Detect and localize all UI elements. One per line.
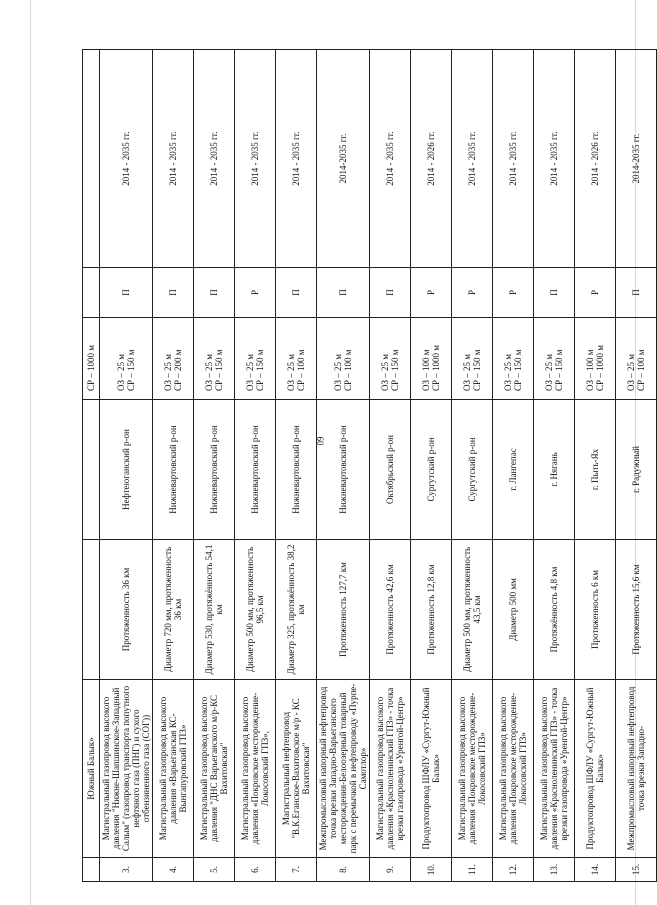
cell-status: П bbox=[153, 268, 194, 318]
cell-num: 15. bbox=[616, 858, 657, 882]
cell-characteristics bbox=[83, 540, 100, 680]
zone-sanitary: СР – 100 м bbox=[343, 349, 353, 391]
table-row bbox=[452, 50, 493, 882]
cell-characteristics: Протяженность 127,7 км bbox=[317, 540, 370, 680]
cell-status: Р bbox=[411, 268, 452, 318]
cell-name: Магистральный газопровод высокого давления «Покровское месторождение-Локосовский ГПЗ» bbox=[493, 680, 534, 858]
zone-protection: ОЗ – 25 м bbox=[626, 354, 636, 391]
table-row bbox=[153, 50, 194, 882]
cell-characteristics: Диаметр 500 мм bbox=[493, 540, 534, 680]
cell-location: Октябрьский р-он bbox=[370, 400, 411, 540]
zone-sanitary: СР – 150 м bbox=[472, 349, 482, 391]
cell-location: Сургутский р-он bbox=[411, 400, 452, 540]
cell-term: 2014-2035 гг. bbox=[317, 50, 370, 268]
cell-characteristics: Протяженность 42,6 км bbox=[370, 540, 411, 680]
cell-name: Магистральный газопровод высокого давления «Покровское месторождение-Локосовский ГПЗ», bbox=[235, 680, 276, 858]
cell-location: Нижневартовский р-он bbox=[317, 400, 370, 540]
table-row bbox=[534, 50, 575, 882]
cell-num: 8. bbox=[317, 858, 370, 882]
zone-protection: ОЗ – 25 м bbox=[503, 354, 513, 391]
table-row bbox=[370, 50, 411, 882]
cell-term: 2014 - 2035 гг. bbox=[153, 50, 194, 268]
cell-zone bbox=[575, 318, 616, 400]
cell-zone bbox=[235, 318, 276, 400]
cell-zone: СР – 1000 м bbox=[83, 318, 100, 400]
rotated-table-container bbox=[82, 50, 646, 882]
cell-status: П bbox=[534, 268, 575, 318]
zone-protection: ОЗ – 25 м bbox=[245, 354, 255, 391]
zone-sanitary: СР – 150 м bbox=[390, 349, 400, 391]
table-row bbox=[235, 50, 276, 882]
zone-protection: ОЗ – 25 м bbox=[286, 354, 296, 391]
cell-name: Межпромысловый напорный нефтепровод точка врезки Западно-Варьеганского месторождения-Белоозерный товарный парк с перемычкой в нефтепроводу «Пурпе-Самотлор» bbox=[317, 680, 370, 858]
scan-left-edge bbox=[30, 0, 31, 905]
cell-status: П bbox=[317, 268, 370, 318]
table-row bbox=[411, 50, 452, 882]
cell-characteristics: Диаметр 325, протяжённость 38,2 км bbox=[276, 540, 317, 680]
cell-term: 2014 - 2035 гг. bbox=[452, 50, 493, 268]
cell-status: Р bbox=[575, 268, 616, 318]
cell-location: Нефтеюганский р-он bbox=[100, 400, 153, 540]
cell-characteristics: Диаметр 500 мм, протяженность 96,5 км bbox=[235, 540, 276, 680]
pipeline-table bbox=[82, 49, 657, 882]
cell-zone bbox=[100, 318, 153, 400]
zone-protection: ОЗ – 25 м bbox=[462, 354, 472, 391]
cell-characteristics: Диаметр 500 мм, протяженность 43,5 км bbox=[452, 540, 493, 680]
table-row bbox=[575, 50, 616, 882]
cell-location: г. Нягань bbox=[534, 400, 575, 540]
zone-sanitary: СР – 150 м bbox=[214, 349, 224, 391]
cell-zone bbox=[194, 318, 235, 400]
cell-term: 2014 - 2026 гг. bbox=[411, 50, 452, 268]
cell-term bbox=[83, 50, 100, 268]
cell-num: 14. bbox=[575, 858, 616, 882]
cell-location bbox=[83, 400, 100, 540]
cell-location: Нижневартовский р-он bbox=[276, 400, 317, 540]
cell-location: г. Радужный bbox=[616, 400, 657, 540]
cell-status: П bbox=[194, 268, 235, 318]
cell-num: 10. bbox=[411, 858, 452, 882]
cell-name: Магистральный газопровод высокого давления «Покровское месторождение-Локосовский ГПЗ» bbox=[452, 680, 493, 858]
cell-location: г. Лангепас bbox=[493, 400, 534, 540]
zone-protection: ОЗ – 25 м bbox=[544, 354, 554, 391]
cell-characteristics: Протяженность 36 км bbox=[100, 540, 153, 680]
cell-name: Магистральный газопровод высокого давления «Красноленинский ГПЗ» - точка врезки газопровода «Уренгой-Центр» bbox=[370, 680, 411, 858]
cell-zone bbox=[452, 318, 493, 400]
cell-name: Магистральный газопровод высокого давления «Красноленинский ГПЗ» - точка врезки газопровода «Уренгой-Центр» bbox=[534, 680, 575, 858]
zone-sanitary: СР – 1000 м bbox=[431, 345, 441, 391]
cell-zone bbox=[276, 318, 317, 400]
cell-name: Магистральный газопровод высокого давления "ДНС Варьеганского м/р-КС Вахитовская" bbox=[194, 680, 235, 858]
cell-num: 9. bbox=[370, 858, 411, 882]
cell-term: 2014 - 2035 гг. bbox=[194, 50, 235, 268]
cell-characteristics: Протяжённость 4,8 км bbox=[534, 540, 575, 680]
cell-name: Продуктопровод ШФЛУ «Сургут-Южный Балык» bbox=[411, 680, 452, 858]
zone-sanitary: СР – 150 м bbox=[513, 349, 523, 391]
table-row bbox=[276, 50, 317, 882]
cell-name: Магистральный газопровод высокого давления "Нижне-Шапшинское-Западный Салым" (газопровод транспорта попутного нефтяного газа (ПНГ) и сухого отбензиненного газа (СОГ)) bbox=[100, 680, 153, 858]
cell-name: Южный Балык» bbox=[83, 680, 100, 858]
zone-sanitary: СР – 100 м bbox=[636, 349, 646, 391]
zone-protection: ОЗ – 100 м bbox=[585, 349, 595, 391]
zone-protection: ОЗ – 25 м bbox=[333, 354, 343, 391]
zone-sanitary: СР – 150 м bbox=[255, 349, 265, 391]
cell-characteristics: Диаметр 720 мм, протяженность 36 км bbox=[153, 540, 194, 680]
zone-sanitary: СР – 1000 м bbox=[595, 345, 605, 391]
cell-zone bbox=[616, 318, 657, 400]
cell-characteristics: Протяженность 12,8 км bbox=[411, 540, 452, 680]
zone-sanitary: СР – 200 м bbox=[173, 349, 183, 391]
cell-term: 2014 - 2035 гг. bbox=[100, 50, 153, 268]
table-row bbox=[317, 50, 370, 882]
cell-zone bbox=[411, 318, 452, 400]
cell-name: Магистральный нефтепровод "В.К.Еганское-Вахитовское м/р - КС Вахитовская" bbox=[276, 680, 317, 858]
cell-term: 2014 - 2035 гг. bbox=[276, 50, 317, 268]
cell-status: Р bbox=[235, 268, 276, 318]
cell-location: г. Пыть-Ях bbox=[575, 400, 616, 540]
cell-status: П bbox=[370, 268, 411, 318]
cell-zone bbox=[493, 318, 534, 400]
cell-term: 2014 - 2035 гг. bbox=[370, 50, 411, 268]
cell-num: 4. bbox=[153, 858, 194, 882]
cell-status: П bbox=[276, 268, 317, 318]
cell-location: Нижневартовский р-он bbox=[194, 400, 235, 540]
cell-characteristics: Протяженность 15,6 км bbox=[616, 540, 657, 680]
cell-zone bbox=[153, 318, 194, 400]
cell-term: 2014 - 2035 гг. bbox=[493, 50, 534, 268]
cell-name: Магистральный газопровод высокого давления «Варьеганская КС-Вынгапуровский ГПЗ» bbox=[153, 680, 194, 858]
cell-name: Продуктопровод ШФЛУ «Сургут-Южный Балык» bbox=[575, 680, 616, 858]
cell-zone bbox=[370, 318, 411, 400]
cell-num: 11. bbox=[452, 858, 493, 882]
cell-term: 2014 - 2026 гг. bbox=[575, 50, 616, 268]
cell-characteristics: Протяженность 6 км bbox=[575, 540, 616, 680]
cell-num: 3. bbox=[100, 858, 153, 882]
cell-term: 2014 - 2035 гг. bbox=[534, 50, 575, 268]
cell-status: Р bbox=[493, 268, 534, 318]
zone-protection: ОЗ – 25 м bbox=[204, 354, 214, 391]
zone-protection: ОЗ – 100 м bbox=[421, 349, 431, 391]
zone-sanitary: СР – 150 м bbox=[126, 349, 136, 391]
page-number: 60 bbox=[315, 436, 325, 446]
cell-term: 2014 - 2035 гг. bbox=[235, 50, 276, 268]
zone-protection: ОЗ – 25 м bbox=[163, 354, 173, 391]
cell-status: П bbox=[616, 268, 657, 318]
cell-num bbox=[83, 858, 100, 882]
cell-status bbox=[83, 268, 100, 318]
cell-term: 2014-2035 гг. bbox=[616, 50, 657, 268]
table-row bbox=[493, 50, 534, 882]
table-continuation-row bbox=[83, 50, 100, 882]
zone-protection: ОЗ – 25 м bbox=[380, 354, 390, 391]
cell-name: Межпромысловый напорный нефтепровод точка врезки Западно- bbox=[616, 680, 657, 858]
cell-num: 13. bbox=[534, 858, 575, 882]
table-row bbox=[194, 50, 235, 882]
cell-characteristics: Диаметр 530, протяжённость 54,1 км bbox=[194, 540, 235, 680]
zone-protection: ОЗ – 25 м bbox=[116, 354, 126, 391]
cell-zone bbox=[534, 318, 575, 400]
cell-location: Сургутский р-он bbox=[452, 400, 493, 540]
cell-location: Нижневартовский р-он bbox=[153, 400, 194, 540]
cell-num: 7. bbox=[276, 858, 317, 882]
cell-zone bbox=[317, 318, 370, 400]
cell-location: Нижневартовский р-он bbox=[235, 400, 276, 540]
table-row bbox=[100, 50, 153, 882]
cell-num: 5. bbox=[194, 858, 235, 882]
cell-num: 12. bbox=[493, 858, 534, 882]
zone-sanitary: СР – 150 м bbox=[554, 349, 564, 391]
cell-status: Р bbox=[452, 268, 493, 318]
zone-sanitary: СР – 100 м bbox=[296, 349, 306, 391]
cell-num: 6. bbox=[235, 858, 276, 882]
table-row bbox=[616, 50, 657, 882]
cell-status: П bbox=[100, 268, 153, 318]
